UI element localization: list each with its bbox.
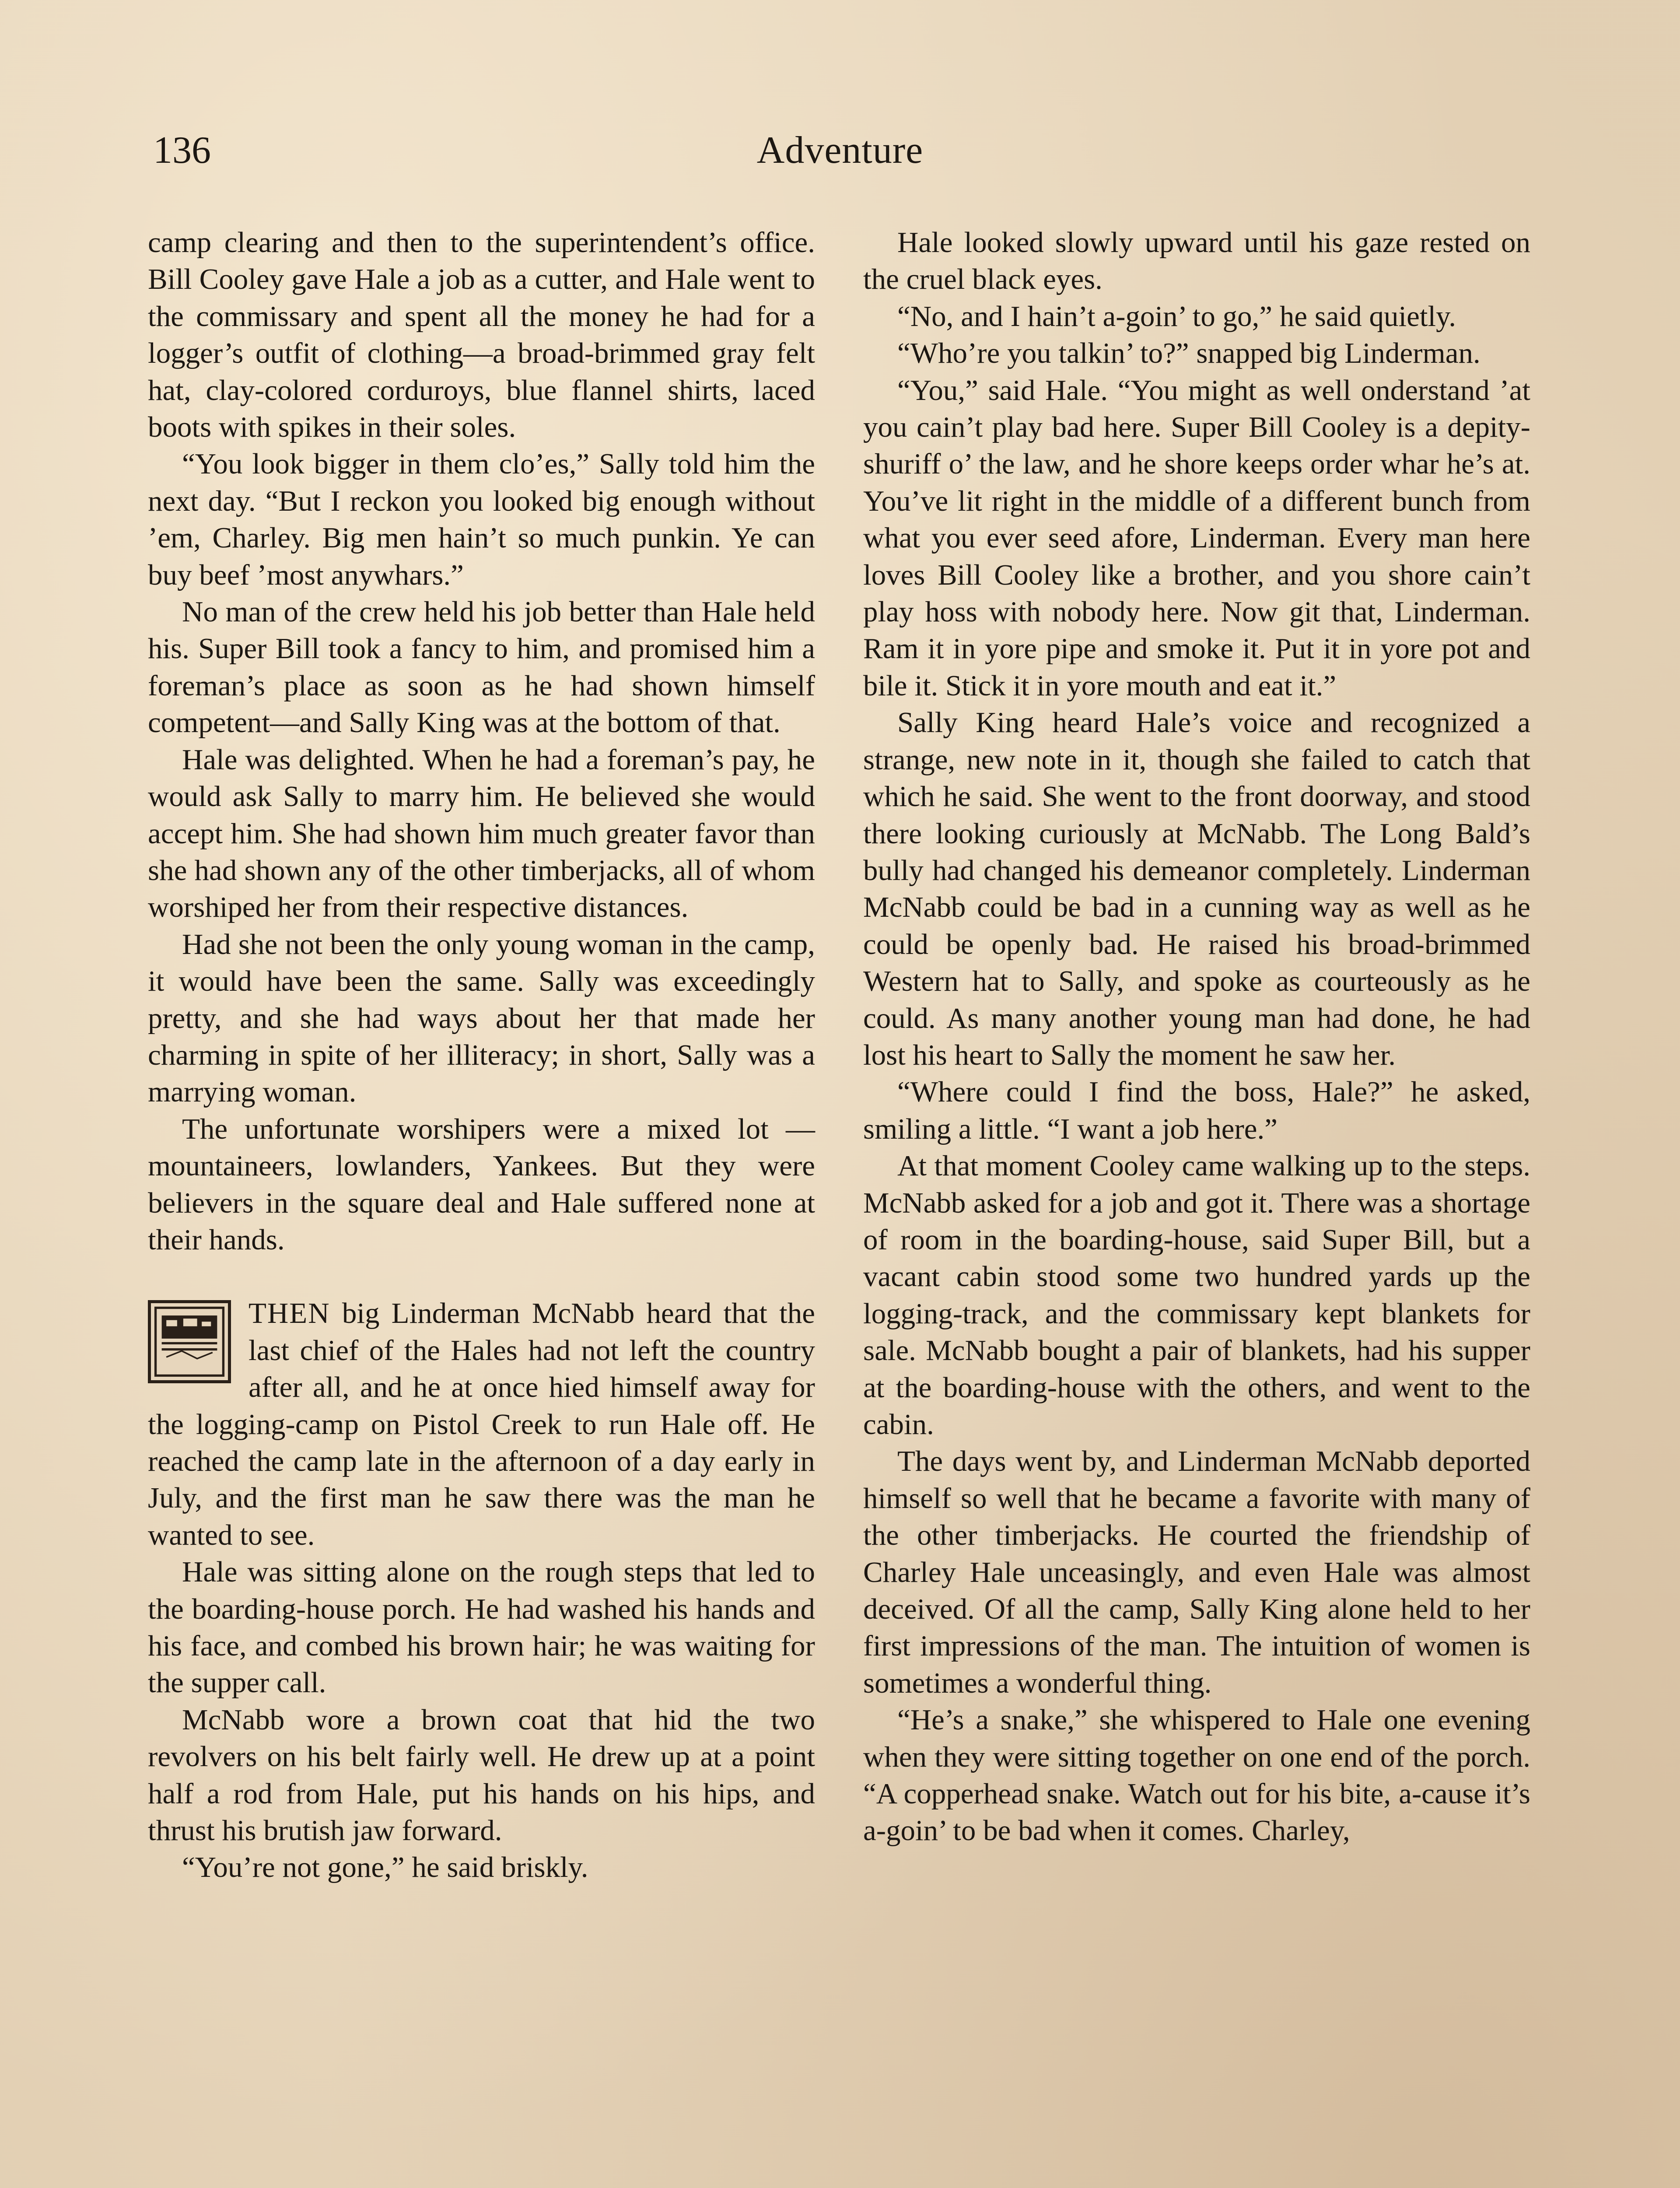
right-column [863,224,1530,1849]
paragraph: “No, and I hain’t a-goin’ to go,” he said quietly. [897,300,1456,333]
paragraph: McNabb wore a brown coat that hid the two revolvers on his belt fairly well. He drew up at a point half a rod from Hale, put his hands on his hips, and thrust his brutish jaw forward. [148,1703,815,1847]
paragraph: Sally King heard Hale’s voice and recognized a strange, new note in it, though she failed to catch that which he said. She went to the front doorway, and stood there looking curiously at McNabb. The Long Bald’s bully had changed his demeanor completely. Linderman McNabb could be bad in a cunning way as well as he could be openly bad. He raised his broad-brimmed Western hat to Sally, and spoke as courteously as he could. As many another young man had done, he had lost his heart to Sally the moment he saw her. [863,706,1530,1071]
paragraph: “He’s a snake,” she whispered to Hale one evening when they were sitting together on one end of the porch. “A copperhead snake. Watch out for his bite, a-cause it’s a-goin’ to be bad when it comes. Charley, [863,1704,1530,1847]
paragraph-text: big Linderman McNabb heard that the last chief of the Hales had not left the country after all, and he at once hied himself away for the logging-camp on Pistol Creek to run Hale off. He reached the camp late in the afternoon of a day early in July, and the first man he saw there was the man he wanted to see. [148,1297,815,1551]
paragraph: The unfortunate worshipers were a mixed lot — mountaineers, lowlanders, Yankees. But they were believers in the square deal and Hale suffered none at their hands. [148,1112,815,1256]
running-head-title: Adventure [756,129,924,172]
section-break [148,1258,815,1295]
paragraph: Hale was sitting alone on the rough steps that led to the boarding-house porch. He had washed his hands and his face, and combed his brown hair; he was waiting for the supper call. [148,1556,815,1699]
section-opening-paragraph [148,1295,815,1553]
paragraph: “You look bigger in them clo’es,” Sally told him the next day. “But I reckon you looked big enough without ’em, Charley. Big men hain’t so much punkin. Ye can buy beef ’most anywhars.” [148,448,815,591]
paragraph: “Where could I find the boss, Hale?” he asked, smiling a little. “I want a job here.” [863,1076,1530,1145]
paragraph: The days went by, and Linderman McNabb deported himself so well that he became a favorite with many of the other timberjacks. He courted the friendship of Charley Hale unceasingly, and even Hale was almost deceived. Of all the camp, Sally King alone held to her first impressions of the man. The intuition of women is sometimes a wonderful thing. [863,1445,1530,1699]
page-number: 136 [153,129,211,172]
paragraph: Hale looked slowly upward until his gaze rested on the cruel black eyes. [863,226,1530,296]
paragraph: “You,” said Hale. “You might as well onderstand ’at you cain’t play bad here. Super Bill Cooley is a depity-shuriff o’ the law, and he shore keeps order whar he’s at. You’ve lit right in the middle of a different bunch from what you ever seed afore, Linderman. Every man here loves Bill Cooley like a brother, and you shore cain’t play hoss with nobody here. Now git that, Linderman. Ram it in yore pipe and smoke it. Put it in yore pot and bile it. Stick it in yore mouth and eat it.” [863,374,1530,702]
paragraph: At that moment Cooley came walking up to the steps. McNabb asked for a job and got it. There was a shortage of room in the boarding-house, said Super Bill, but a vacant cabin stood some two hundred yards up the logging-track, and the commissary kept blankets for sale. McNabb bought a pair of blankets, had his supper at the boarding-house with the others, and went to the cabin. [863,1150,1530,1441]
paragraph: “Who’re you talkin’ to?” snapped big Linderman. [897,337,1480,370]
paragraph: No man of the crew held his job better than Hale held his. Super Bill took a fancy to him, and promised him a foreman’s place as soon as he had shown himself competent—and Sally King was at the bottom of that. [148,596,815,739]
decorative-initial-icon [148,1300,231,1383]
paragraph: Had she not been the only young woman in the camp, it would have been the same. Sally was exceedingly pretty, and she had ways about her that made her charming in spite of her illiteracy; in short, Sally was a marrying woman. [148,928,815,1108]
paragraph: camp clearing and then to the superintendent’s office. Bill Cooley gave Hale a job as a cutter, and Hale went to the commissary and spent all the money he had for a logger’s outfit of clothing—a broad-brimmed gray felt hat, clay-colored corduroys, blue flannel shirts, laced boots with spikes in their soles. [148,226,815,444]
left-column [148,224,815,1886]
section-lead-word: THEN [248,1297,330,1330]
paragraph: Hale was delighted. When he had a foreman’s pay, he would ask Sally to marry him. He believed she would accept him. She had shown him much greater favor than she had shown any of the other timberjacks, all of whom worshiped her from their respective distances. [148,743,815,924]
paragraph: “You’re not gone,” he said briskly. [182,1851,588,1884]
